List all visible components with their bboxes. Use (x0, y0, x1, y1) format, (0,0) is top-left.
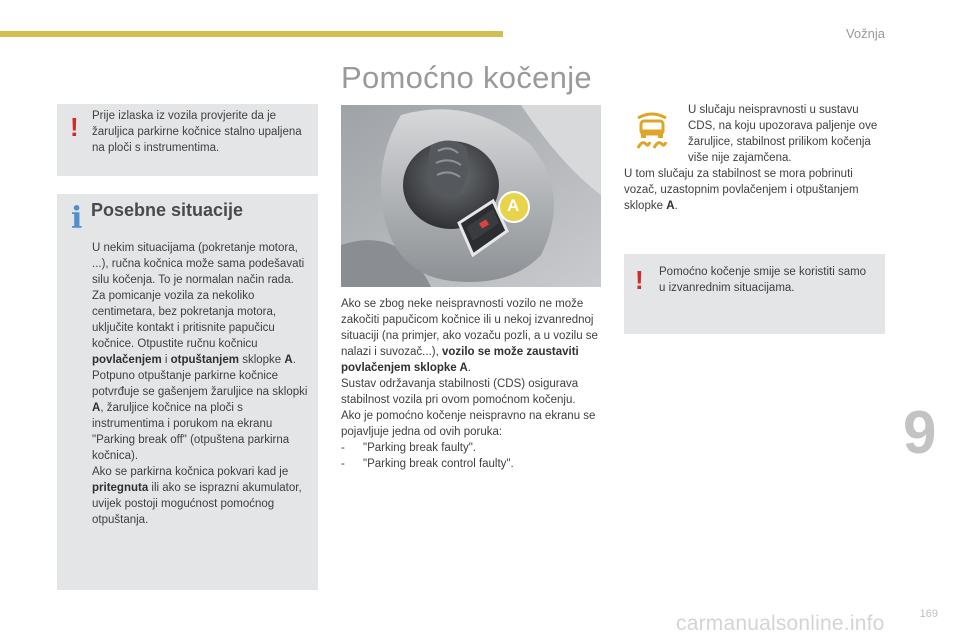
message-text: "Parking break faulty". (363, 442, 476, 454)
middle-paragraph-3: Ako je pomoćno kočenje neispravno na ekranu se pojavljuje jedna od ovih poruka: (341, 410, 596, 438)
message-list-item (341, 456, 603, 472)
parking-brake-photo (341, 105, 601, 287)
callout-a-label: A (507, 196, 520, 215)
info-text: ili ako se isprazni akumulator, uvijek postoji mogućnost pomoćnog otpuštanja. (92, 482, 302, 526)
info-bold: povlačenjem (92, 354, 162, 366)
info-bold: pritegnuta (92, 482, 149, 494)
cds-fault-text: U slučaju neispravnosti u sustavu CDS, na koju upozorava paljenje ove žaruljice, stabilnost prilikom kočenja više nije zajamčena. (688, 104, 878, 164)
driver-text: U tom slučaju za stabilnost se mora pobrinuti vozač, uzastopnim povlačenjem i otpuštanjem sklopke (624, 168, 859, 212)
info-bold: otpuštanjem (170, 354, 239, 366)
info-paragraph-2 (92, 288, 314, 464)
info-paragraph-1: U nekim situacijama (pokretanje motora, ...), ručna kočnica može sama podešavati silu kočenja. To je normalan način rada. (92, 242, 305, 286)
warning-exclamation-icon: ! (635, 265, 644, 295)
info-body (92, 240, 314, 528)
middle-column-text (341, 296, 603, 472)
info-text: Ako se parkirna kočnica pokvari kad je (92, 466, 289, 478)
middle-paragraph-1 (341, 296, 603, 376)
middle-bold: vozilo se može zaustaviti povlačenjem sklopke A (341, 346, 579, 374)
warning-text: Pomoćno kočenje smije se koristiti samo u izvanrednim situacijama. (659, 266, 867, 294)
chapter-number: 9 (903, 399, 937, 466)
page-number: 169 (919, 608, 938, 620)
info-text: . Potpuno otpuštanje parkirne kočnice potvrđuje se gašenjem žaruljice na sklopki (92, 354, 308, 398)
list-dash: - (341, 458, 345, 470)
page-title: Pomoćno kočenje (341, 60, 592, 95)
info-bold: A (92, 402, 101, 414)
info-text: , žaruljice kočnice na ploči s instrumentima i porukom na ekranu "Parking break off" (otpuštena parkirna kočnica). (92, 402, 290, 462)
watermark: carmanualsonline.info (676, 612, 885, 635)
cds-warning-light-icon (632, 112, 672, 150)
message-list-item (341, 440, 603, 456)
middle-paragraph-2: Sustav održavanja stabilnosti (CDS) osigurava stabilnost vozila pri ovom pomoćnom kočenju. (341, 378, 579, 406)
middle-text: Ako se zbog neke neispravnosti vozilo ne može zakočiti papučicom kočnice ili u nekoj izvanrednoj situaciji (na primjer, ako vozaču pozli, a u vozilu se nalazi i suvozač...), (341, 298, 598, 358)
info-paragraph-3 (92, 464, 314, 528)
section-title: Posebne situacije (91, 200, 244, 220)
list-dash: - (341, 442, 345, 454)
warning-box-emergency-only (624, 254, 885, 334)
middle-text: . (467, 362, 471, 374)
driver-bold: A (666, 200, 675, 212)
driver-text: . (674, 200, 678, 212)
info-text: sklopke (239, 354, 285, 366)
parking-brake-illustration (341, 105, 601, 287)
warning-exclamation-icon: ! (70, 112, 79, 142)
message-text: "Parking break control faulty". (363, 458, 514, 470)
info-text: Za pomicanje vozila za nekoliko centimetara, bez pokretanja motora, uključite kontakt i pritisnite papučicu kočnice. Otpustite ručnu kočnicu (92, 290, 277, 350)
chapter-label: Vožnja (845, 26, 885, 41)
warning-text: Prije izlaska iz vozila provjerite da je žaruljica parkirne kočnice stalno upaljena na ploči s instrumentima. (92, 110, 302, 154)
info-box-special-situations (57, 194, 318, 590)
warning-box-parking-light (57, 104, 318, 176)
driver-stability-text (624, 166, 886, 214)
header-accent-bar (0, 31, 503, 37)
info-bold: A (284, 354, 293, 366)
info-i-icon: i (71, 201, 83, 236)
info-text: i (161, 354, 171, 366)
